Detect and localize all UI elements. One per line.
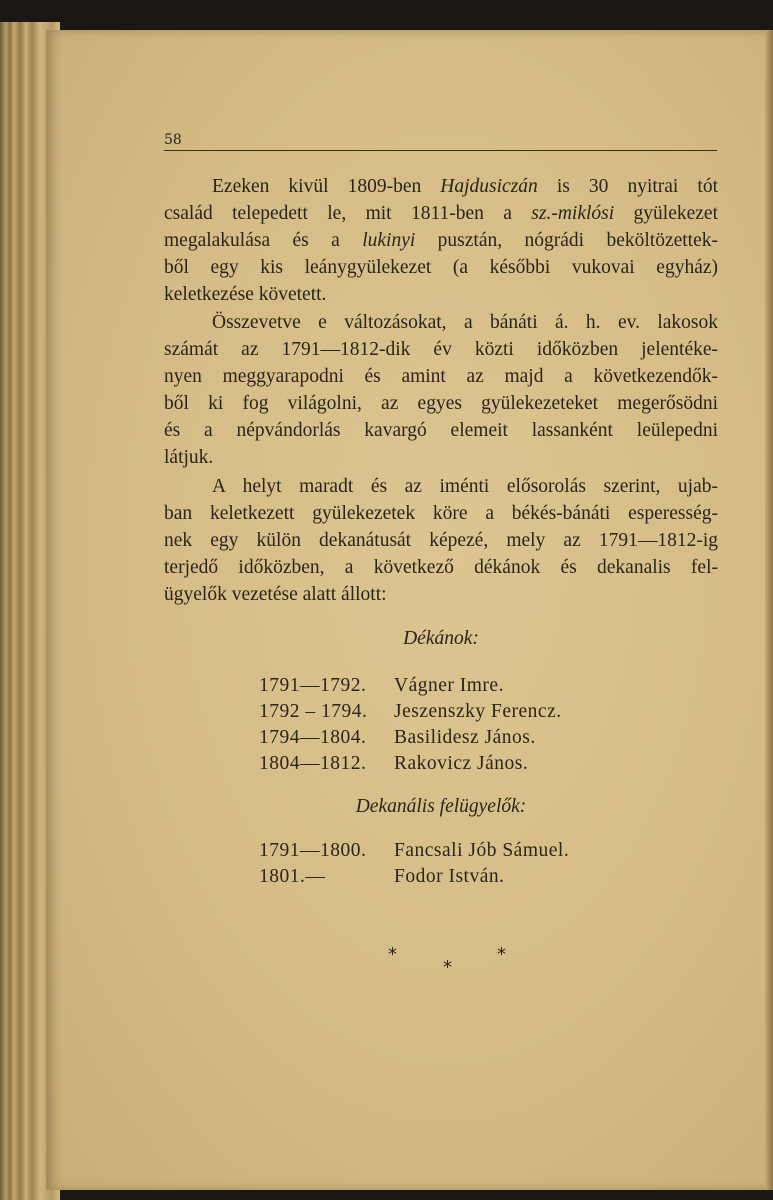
supervisor-name: Fancsali Jób Sámuel. (394, 840, 570, 861)
dean-years: 1791—1792. (259, 675, 367, 696)
text-line: terjedő időközben, a következő dékánok és dekanalis fel- (164, 557, 718, 578)
text-line: megalakulása és a lukinyi pusztán, nógrádi beköltözettek- (164, 230, 719, 251)
supervisors-heading: Dekanális felügyelők: (355, 796, 527, 817)
text-line: Ezeken kivül 1809-ben Hajdusiczán is 30 nyitrai tót (212, 176, 718, 197)
header-rule (164, 150, 717, 151)
paragraph-1 (164, 173, 718, 308)
page-number: 58 (164, 132, 182, 148)
text-line: nek egy külön dekanátusát képezé, mely az 1791—1812-ig (164, 530, 718, 551)
supervisors-list (259, 838, 569, 890)
dean-entry (259, 699, 562, 725)
asterisk-ornament: * (497, 944, 506, 965)
dean-name: Rakovicz János. (394, 753, 529, 774)
text-line: látjuk. (164, 447, 214, 468)
paragraph-3 (164, 473, 718, 608)
text-line: számát az 1791—1812-dik év közti időközben jelentéke- (164, 339, 718, 360)
deans-heading: Dékánok: (403, 628, 479, 649)
text-line: ban keletkezett gyülekezetek köre a békés-bánáti esperesség- (164, 503, 718, 524)
text-line: A helyt maradt és az iménti elősorolás szerint, ujab- (212, 476, 718, 497)
text-line: ből ki fog világolni, az egyes gyülekezeteket megerősödni (164, 393, 718, 414)
supervisor-name: Fodor István. (394, 866, 505, 887)
text-line: keletkezése követett. (164, 284, 327, 305)
text-line: család telepedett le, mit 1811-ben a sz.-miklósi gyülekezet (164, 203, 718, 224)
text-line: ügyelők vezetése alatt állott: (164, 584, 387, 605)
text-line: nyen meggyarapodni és amint az majd a következendők- (164, 366, 718, 387)
dean-years: 1804—1812. (259, 753, 367, 774)
dean-name: Vágner Imre. (394, 675, 504, 696)
supervisor-entry (259, 838, 569, 864)
supervisor-years: 1791—1800. (259, 840, 367, 861)
deans-list (259, 673, 562, 777)
dean-name: Basilidesz János. (394, 727, 536, 748)
dean-entry (259, 751, 562, 777)
asterisk-ornament: * (443, 957, 452, 978)
dean-name: Jeszenszky Ferencz. (394, 701, 562, 722)
dean-entry (259, 673, 562, 699)
page-right-edge (765, 30, 773, 1190)
text-line: Összevetve e változásokat, a bánáti á. h. ev. lakosok (212, 312, 718, 333)
dean-entry (259, 725, 562, 751)
text-line: ből egy kis leánygyülekezet (a későbbi vukovai egyház) (164, 257, 718, 278)
dean-years: 1792 – 1794. (259, 701, 368, 722)
text-line: és a népvándorlás kavargó elemeit lassanként leülepedni (164, 420, 718, 441)
dean-years: 1794—1804. (259, 727, 367, 748)
supervisor-years: 1801.— (259, 866, 326, 887)
asterisk-ornament: * (388, 944, 397, 965)
paragraph-2 (164, 309, 718, 471)
supervisor-entry (259, 864, 569, 890)
